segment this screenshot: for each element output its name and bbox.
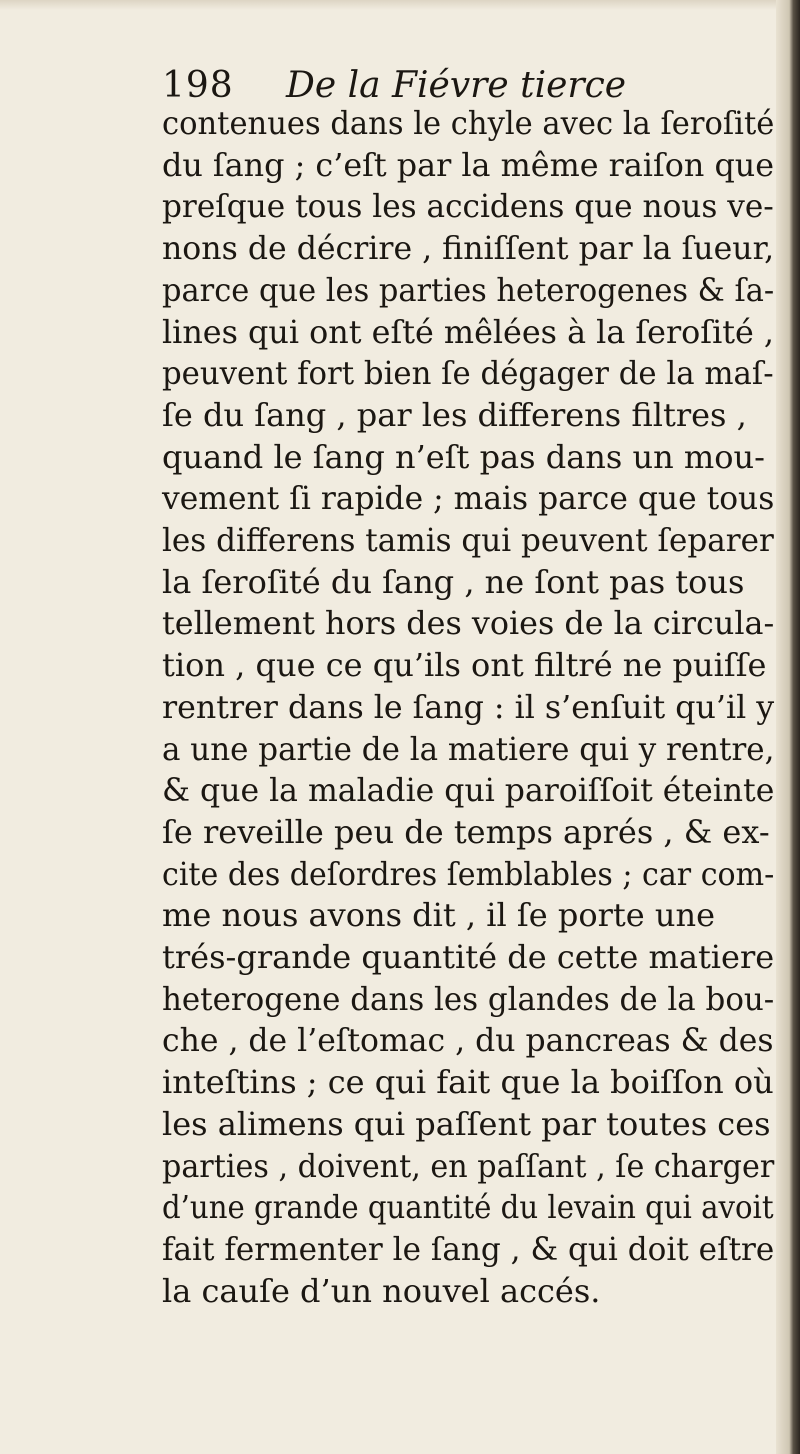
body-text	[162, 103, 774, 1312]
text-line: les differens tamis qui peuvent ſeparer	[162, 521, 774, 560]
text-line: peuvent fort bien ſe dégager de la maſ-	[162, 354, 774, 393]
running-title: De la Fiévre tierce	[286, 65, 627, 106]
text-line: d’une grande quantité du levain qui avoit	[162, 1188, 774, 1227]
text-line: che , de l’eſtomac , du pancreas & des	[162, 1021, 774, 1060]
page-number: 198	[162, 65, 234, 106]
text-line: cite des deſordres ſemblables ; car com-	[162, 854, 775, 893]
text-line: trés-grande quantité de cette matiere	[162, 938, 775, 977]
text-line: lines qui ont eſté mêlées à la ſeroſité ,	[162, 312, 775, 351]
page-binding-edge	[776, 0, 800, 1454]
text-line: fait fermenter le ſang , & qui doit eſtre	[162, 1229, 775, 1268]
text-line: & que la maladie qui paroiſſoit éteinte	[162, 771, 775, 810]
text-line: quand le ſang n’eſt pas dans un mou-	[162, 437, 765, 476]
text-line: la cauſe d’un nouvel accés.	[162, 1271, 601, 1310]
text-line: heterogene dans les glandes de la bou-	[162, 979, 775, 1018]
text-line: les alimens qui paſſent par toutes ces	[162, 1104, 771, 1143]
text-line: du ſang ; c’eſt par la même raiſon que	[162, 145, 775, 184]
text-line: parce que les parties heterogenes & ſa-	[162, 270, 775, 309]
text-line: me nous avons dit , il ſe porte une	[162, 896, 716, 935]
text-line: parties , doivent, en paſſant , ſe charger	[162, 1146, 775, 1185]
text-line: a une partie de la matiere qui y rentre,	[162, 729, 775, 768]
text-line: la ſeroſité du ſang , ne ſont pas tous	[162, 562, 745, 601]
text-line: ſe du ſang , par les differens filtres ,	[162, 395, 747, 434]
text-line: vement ſi rapide ; mais parce que tous	[162, 479, 775, 518]
text-line: tellement hors des voies de la circula-	[162, 604, 775, 643]
text-line: contenues dans le chyle avec la ſeroſité	[162, 104, 775, 142]
page-top-edge	[0, 0, 800, 10]
text-line: nons de décrire , finiſſent par la ſueur,	[162, 229, 775, 268]
text-line: inteſtins ; ce qui fait que la boiſſon où	[162, 1063, 774, 1102]
text-line: rentrer dans le ſang : il s’enſuit qu’il y	[162, 687, 775, 726]
text-line: ſe reveille peu de temps aprés , & ex-	[162, 812, 770, 851]
text-line: preſque tous les accidens que nous ve-	[162, 187, 774, 226]
text-line: tion , que ce qu’ils ont filtré ne puiſſe	[162, 646, 767, 685]
